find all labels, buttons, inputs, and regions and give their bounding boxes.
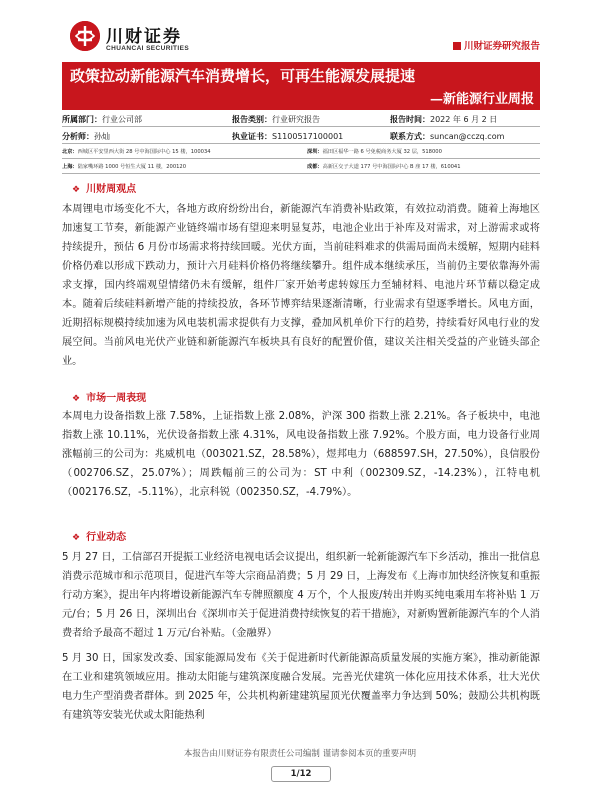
footer-disclaimer: 本报告由川财证券有限责任公司编制 谨请参阅本页的重要声明 bbox=[183, 749, 417, 759]
market-body bbox=[62, 407, 540, 502]
date-value: 2022 年 6 月 2 日 bbox=[430, 115, 498, 124]
report-meta bbox=[62, 110, 540, 174]
analyst-label: 分析师： bbox=[62, 132, 94, 141]
page-number: 1/12 bbox=[271, 766, 331, 782]
title-banner bbox=[62, 62, 540, 110]
beijing-address: 西城区平安里西大街 28 号中海国际中心 15 楼，100034 bbox=[77, 149, 211, 155]
section-heading-weekly-view bbox=[72, 180, 136, 195]
market-paragraph: 本周电力设备指数上涨 7.58%，上证指数上涨 2.08%，沪深 300 指数上涨 2.21%。各子板块中，电池指数上涨 10.11%，光伏设备指数上涨 4.31%，风电设备指数上涨 7.92%。个股方面，电力设备行业周涨幅前三的公司为：兆威机电（003021.SZ，28.58%），煜邦电力（688597.SH，27.50%），良信股份（002706.SZ，25.07%）；周跌幅前三的公司为：ST 中利（002309.SZ，-14.23%），江特电机（002176.SZ，-5.11%），北京科锐（002350.SZ，-4.79%）。 bbox=[62, 411, 540, 498]
contact-email[interactable]: suncan@cczq.com bbox=[430, 132, 505, 141]
contact-label: 联系方式： bbox=[390, 132, 430, 141]
address-row-1 bbox=[62, 144, 540, 159]
type-value: 行业研究报告 bbox=[272, 115, 320, 124]
meta-row-2 bbox=[62, 127, 540, 144]
dept-value: 行业公司部 bbox=[102, 115, 142, 124]
shanghai-label: 上海： bbox=[62, 164, 78, 170]
cert-label: 执业证书： bbox=[232, 132, 272, 141]
shenzhen-label: 深圳： bbox=[307, 149, 323, 155]
analyst-value: 孙灿 bbox=[94, 132, 110, 141]
weekly-view-body bbox=[62, 200, 540, 371]
type-label: 报告类别： bbox=[232, 115, 272, 124]
report-brand-label: 川财证券研究报告 bbox=[463, 41, 540, 52]
company-logo-icon bbox=[70, 21, 100, 51]
weekly-view-paragraph: 本周锂电市场变化不大，各地方政府纷纷出台，新能源汽车消费补贴政策，有效拉动消费。随着上海地区加速复工节奏，新能源产业链终端市场有望迎来明显复苏，电池企业出于补库及对需求，对上游需求或将持续提升，预估 6 月份市场需求将持续回暖。光伏方面，当前硅料难求的供需局面尚未缓解，短期内硅料价格仍难以形成下跌动力，预计六月硅料价格仍将继续攀升。组件成本继续承压，当前仍主要依靠海外需求支撑，国内终端观望情绪仍未有缓解，组件厂家开始考虑转嫁压力至辅材料、电池片环节藉以稳定成本。随着后续硅料新增产能的持续投放，各环节博弈结果逐渐清晰，行业需求有望逐季增长。风电方面，近期招标规模持续加速为风电装机需求提供有力支撑，叠加风机单价下行的趋势，持续看好风电行业的发展空间。当前风电光伏产业链和新能源汽车板块具有良好的配置价值，建议关注相关受益的产业链头部企业。 bbox=[62, 204, 540, 367]
company-name-cn: 川财证券 bbox=[106, 27, 182, 47]
cert-value: S1100517100001 bbox=[272, 132, 344, 141]
diamond-icon: ❖ bbox=[72, 185, 81, 195]
report-header bbox=[62, 18, 540, 62]
section-title: 行业动态 bbox=[86, 532, 127, 543]
report-title: 政策拉动新能源汽车消费增长，可再生能源发展提速 bbox=[70, 67, 416, 85]
address-row-2 bbox=[62, 159, 540, 174]
diamond-icon: ❖ bbox=[72, 394, 81, 404]
meta-row-1 bbox=[62, 110, 540, 127]
report-brand bbox=[453, 38, 540, 52]
industry-body bbox=[62, 548, 540, 725]
shenzhen-address: 福田区福华一路 6 号免税商务大厦 32 层，518000 bbox=[322, 149, 442, 155]
dept-label: 所属部门： bbox=[62, 115, 102, 124]
industry-paragraph-1: 5 月 27 日，工信部召开提振工业经济电视电话会议提出，组织新一轮新能源汽车下乡活动，推出一批信息消费示范城市和示范项目，促进汽车等大宗商品消费；5 月 29 日，上海发布《上海市加快经济恢复和重振行动方案》，提出年内将增设新能源汽车专牌照额度 4 万个，个人报废/转出并购买纯电乘用车将补贴 1 万元/台；5 月 26 日，深圳出台《深圳市关于促进消费持续恢复的若干措施》，对新购置新能源汽车的个人消费者给予最高不超过 1 万元/台补贴。（金融界） bbox=[62, 552, 540, 639]
beijing-label: 北京： bbox=[62, 149, 78, 155]
industry-paragraph-2: 5 月 30 日，国家发改委、国家能源局发布《关于促进新时代新能源高质量发展的实施方案》，推动新能源在工业和建筑领域应用。推动太阳能与建筑深度融合发展。完善光伏建筑一体化应用技术体系，壮大光伏电力生产型消费者群体。到 2025 年，公共机构新建建筑屋顶光伏覆盖率力争达到 50%；鼓励公共机构既有建筑等安装光伏或太阳能热利 bbox=[62, 653, 540, 721]
date-label: 报告时间： bbox=[390, 115, 430, 124]
shanghai-address: 陆家嘴环路 1000 号恒生大厦 11 楼，200120 bbox=[77, 164, 187, 170]
section-title: 川财周观点 bbox=[86, 184, 137, 195]
chengdu-address: 高新区交子大道 177 号中海国际中心 B 座 17 楼，610041 bbox=[322, 164, 461, 170]
diamond-icon: ❖ bbox=[72, 533, 81, 543]
section-heading-industry bbox=[72, 528, 126, 543]
square-icon bbox=[453, 42, 461, 50]
company-name-en: CHUANCAI SECURITIES bbox=[106, 45, 190, 52]
section-title: 市场一周表现 bbox=[86, 393, 147, 404]
report-subtitle: —新能源行业周报 bbox=[429, 92, 534, 107]
chengdu-label: 成都： bbox=[307, 164, 323, 170]
section-heading-market bbox=[72, 389, 146, 404]
